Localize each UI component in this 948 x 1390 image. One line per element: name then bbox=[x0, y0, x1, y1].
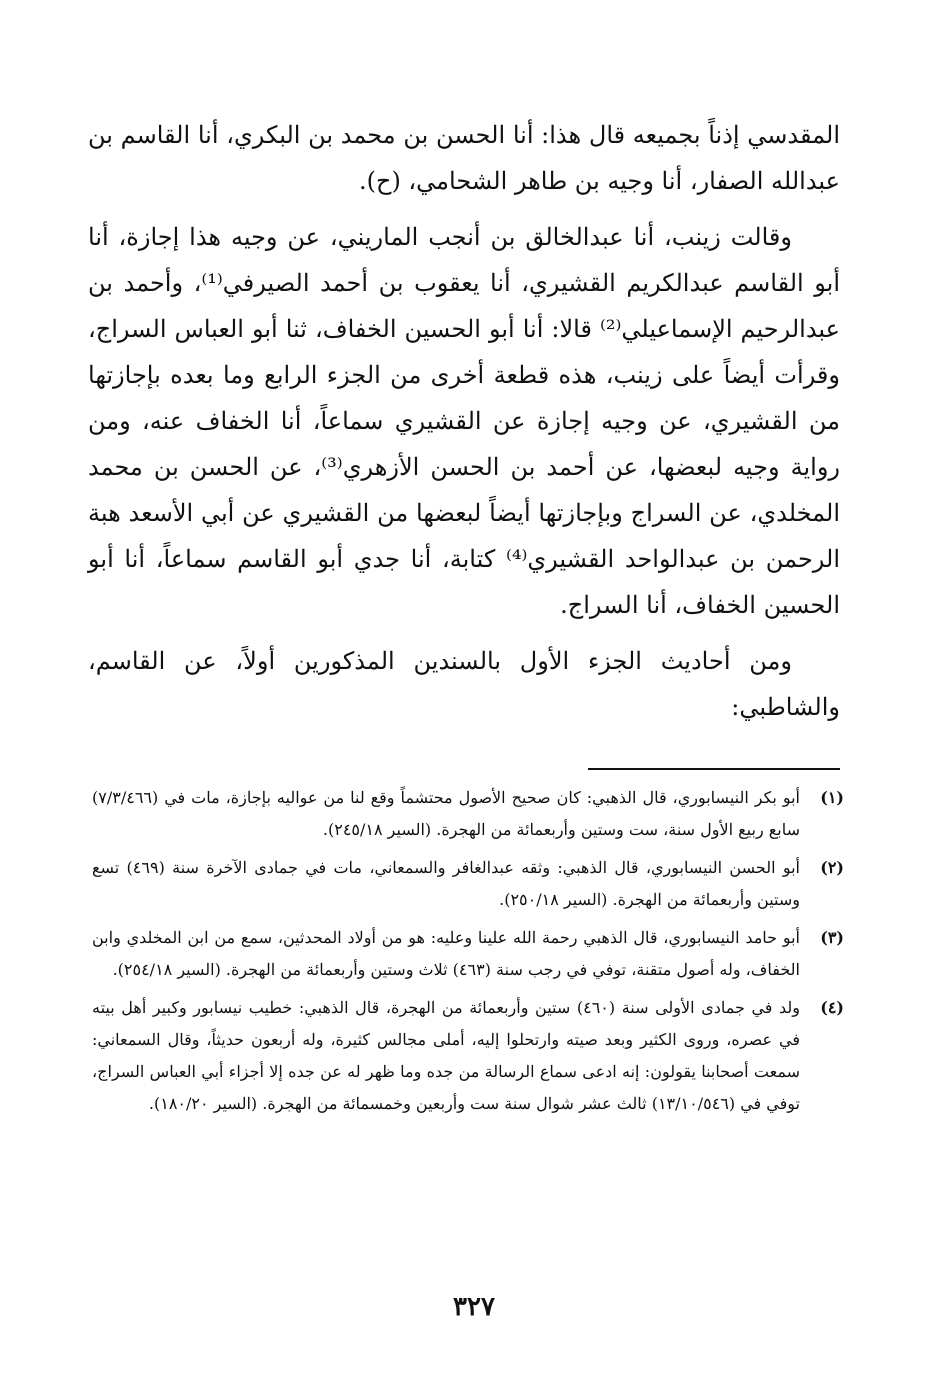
footnotes bbox=[92, 782, 844, 1126]
footnote-separator bbox=[588, 768, 840, 770]
footnote-4 bbox=[92, 992, 844, 1120]
paragraph-1: المقدسي إذناً بجميعه قال هذا: أنا الحسن بن محمد بن البكري، أنا القاسم بن عبدالله الصفار، أنا وجيه بن طاهر الشحامي، (ح). bbox=[88, 121, 840, 195]
footnote-text: أبو الحسن النيسابوري، قال الذهبي: وثقه عبدالغافر والسمعاني، مات في جمادى الآخرة سنة (٤٦٩) تسع وستين وأربعمائة من الهجرة. (السير ٢٥٠/١٨). bbox=[92, 858, 800, 909]
paragraph-2: وقالت زينب، أنا عبدالخالق بن أنجب الماريني، عن وجيه هذا إجازة، أنا أبو القاسم عبدالكريم القشيري، أنا يعقوب بن أحمد الصيرفي⁽¹⁾، وأحمد بن عبدالرحيم الإسماعيلي⁽²⁾ قالا: أنا أبو الحسين الخفاف، ثنا أبو العباس السراج، وقرأت أيضاً على زينب، هذه قطعة أخرى من الجزء الرابع وما بعده بإجازتها من القشيري، عن وجيه إجازة عن القشيري سماعاً، أنا الخفاف عنه، ومن رواية وجيه لبعضها، عن أحمد بن الحسن الأزهري⁽³⁾، عن الحسن بن محمد المخلدي، عن السراج وبإجازتها أيضاً لبعضها من القشيري عن أبي الأسعد هبة الرحمن بن عبدالواحد القشيري⁽⁴⁾ كتابة، أنا جدي أبو القاسم سماعاً، أنا أبو الحسين الخفاف، أنا السراج. bbox=[88, 223, 841, 619]
paragraph-3: ومن أحاديث الجزء الأول بالسندين المذكورين أولاً، عن القاسم، والشاطبي: bbox=[88, 647, 840, 721]
main-text bbox=[88, 112, 840, 730]
footnote-number: (٤) bbox=[820, 998, 844, 1017]
footnote-2 bbox=[92, 852, 844, 916]
page-number: ٣٢٧ bbox=[453, 1292, 495, 1322]
footnote-number: (١) bbox=[820, 788, 844, 807]
footnote-text: أبو حامد النيسابوري، قال الذهبي رحمة الله علينا وعليه: هو من أولاد المحدثين، سمع من ابن المخلدي وابن الخفاف، وله أصول متقنة، توفي في رجب سنة (٤٦٣) ثلاث وستين وأربعمائة من الهجرة. (السير ٢٥٤/١٨). bbox=[92, 928, 800, 979]
footnote-number: (٢) bbox=[820, 858, 844, 877]
footnote-3 bbox=[92, 922, 844, 986]
footnote-1 bbox=[92, 782, 844, 846]
footnote-text: أبو بكر النيسابوري، قال الذهبي: كان صحيح الأصول محتشماً وقع لنا من عواليه بإجازة، مات في (٧/٣/٤٦٦) سابع ربيع الأول سنة، ست وستين وأربعمائة من الهجرة. (السير ٢٤٥/١٨). bbox=[92, 788, 800, 839]
footnote-number: (٣) bbox=[820, 928, 844, 947]
footnote-text: ولد في جمادى الأولى سنة (٤٦٠) ستين وأربعمائة من الهجرة، قال الذهبي: خطيب نيسابور وكبير أهل بيته في عصره، وروى الكثير وبعد صيته وارتحلوا إليه، أملى مجالس كثيرة، وله أربعون حديثاً، وقال السمعاني: سمعت أصحابنا يقولون: إنه ادعى سماع الرسالة من جده وما ظهر له عن جده إلا أجزاء أبي العباس السراج، توفي في (١٣/١٠/٥٤٦) ثالث عشر شوال سنة ست وأربعين وخمسمائة من الهجرة. (السير ١٨٠/٢٠). bbox=[92, 998, 801, 1113]
